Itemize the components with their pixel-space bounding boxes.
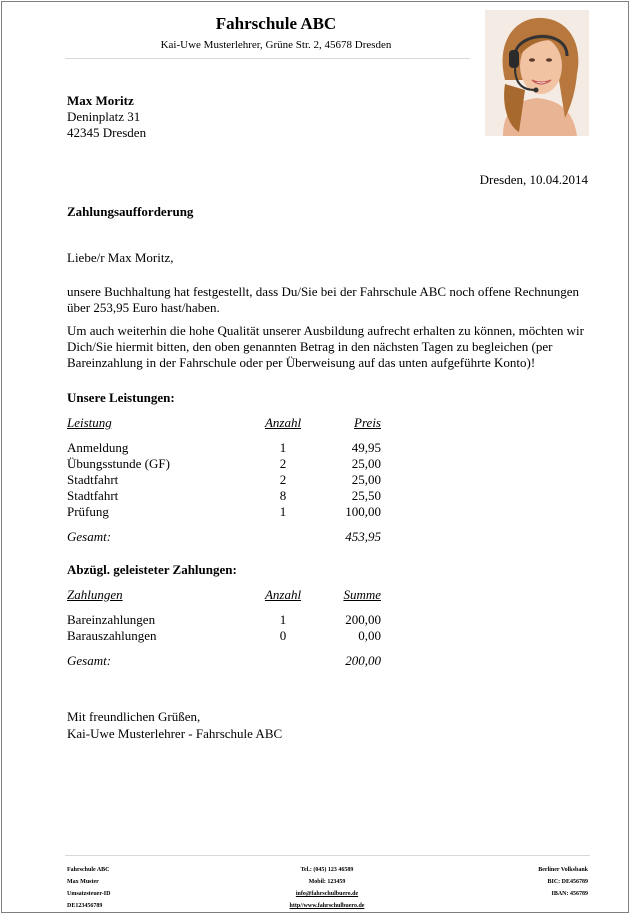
recipient-street: Deninplatz 31 <box>67 109 141 124</box>
column-header: Zahlungen <box>67 587 123 602</box>
footer-owner: Max Muster <box>67 879 99 885</box>
table-cell: 1 <box>279 504 287 519</box>
footer-right <box>538 864 588 900</box>
salutation: Liebe/r Max Moritz, <box>67 250 174 265</box>
footer-mobile: Mobil: 123459 <box>308 879 346 885</box>
recipient-city: 42345 Dresden <box>67 125 147 140</box>
footer-phone: Tel.: (045) 123 46589 <box>300 867 354 873</box>
column-header: Anzahl <box>264 587 302 602</box>
footer-vat-id: DE123456789 <box>67 903 103 909</box>
body-paragraph: unsere Buchhaltung hat festgestellt, dass Du/Sie bei der Fahrschule ABC noch offene Rechnungen über 253,95 Euro hast/haben. <box>67 284 580 315</box>
table-cell: Übungsstunde (GF) <box>67 456 170 471</box>
footer-vat-label: Umsatzsteuer-ID <box>67 891 111 897</box>
footer-bic: BIC: DE456789 <box>547 879 588 885</box>
body-paragraph: Um auch weiterhin die hohe Qualität unserer Ausbildung aufrecht erhalten zu können, möchten wir Dich/Sie hiermit bitten, den oben genannten Betrag in den nächsten Tagen zu begleichen (per Bareinzahlung in der Fahrschule oder per Überweisung auf das unten aufgeführte Konto)! <box>67 323 584 370</box>
total-label: Gesamt: <box>67 653 112 668</box>
total-value: 453,95 <box>345 529 381 544</box>
services-heading: Unsere Leistungen: <box>67 390 175 405</box>
table-cell: Barauszahlungen <box>67 628 157 643</box>
recipient-name: Max Moritz <box>67 93 134 108</box>
column-header: Anzahl <box>264 415 302 430</box>
total-value: 200,00 <box>345 653 381 668</box>
table-cell: Stadtfahrt <box>67 488 119 503</box>
table-cell: 25,00 <box>351 472 381 487</box>
table-cell: 25,00 <box>351 456 381 471</box>
company-address: Kai-Uwe Musterlehrer, Grüne Str. 2, 45678 Dresden <box>160 39 392 51</box>
table-cell: 0,00 <box>358 628 381 643</box>
table-cell: 2 <box>279 472 287 487</box>
table-cell: 200,00 <box>345 612 381 627</box>
table-cell: Bareinzahlungen <box>67 612 156 627</box>
closing-signature: Kai-Uwe Musterlehrer - Fahrschule ABC <box>67 726 283 741</box>
footer-email-link[interactable]: info@fahrschulbuero.de <box>295 891 359 897</box>
header-divider <box>65 58 470 59</box>
footer-company: Fahrschule ABC <box>67 867 110 873</box>
column-header: Preis <box>354 415 381 430</box>
table-cell: 49,95 <box>351 440 381 455</box>
closing-greeting: Mit freundlichen Grüßen, <box>67 709 201 724</box>
table-cell: 0 <box>279 628 287 643</box>
column-header: Leistung <box>67 415 112 430</box>
letter-page <box>1 1 629 913</box>
payments-heading: Abzügl. geleisteter Zahlungen: <box>67 562 237 577</box>
footer-divider <box>65 855 590 856</box>
support-agent-photo <box>485 10 589 136</box>
footer-center <box>2 864 629 912</box>
company-title: Fahrschule ABC <box>215 14 337 33</box>
total-label: Gesamt: <box>67 529 112 544</box>
table-cell: 1 <box>279 612 287 627</box>
recipient-address <box>67 93 146 141</box>
table-cell: 1 <box>279 440 287 455</box>
closing <box>67 708 282 742</box>
table-cell: Anmeldung <box>67 440 129 455</box>
letter-subject: Zahlungsaufforderung <box>67 204 194 219</box>
footer-website-link[interactable]: http//www.fahrschulbuero.de <box>289 903 365 909</box>
footer-bank: Berliner Volksbank <box>538 867 588 873</box>
column-header: Summe <box>343 587 381 602</box>
table-cell: 8 <box>279 488 287 503</box>
table-cell: 2 <box>279 456 287 471</box>
letter-date: Dresden, 10.04.2014 <box>479 172 588 187</box>
table-cell: Stadtfahrt <box>67 472 119 487</box>
footer-iban: IBAN: 456789 <box>551 891 588 897</box>
table-cell: 100,00 <box>345 504 381 519</box>
table-cell: Prüfung <box>67 504 109 519</box>
table-cell: 25,50 <box>351 488 381 503</box>
